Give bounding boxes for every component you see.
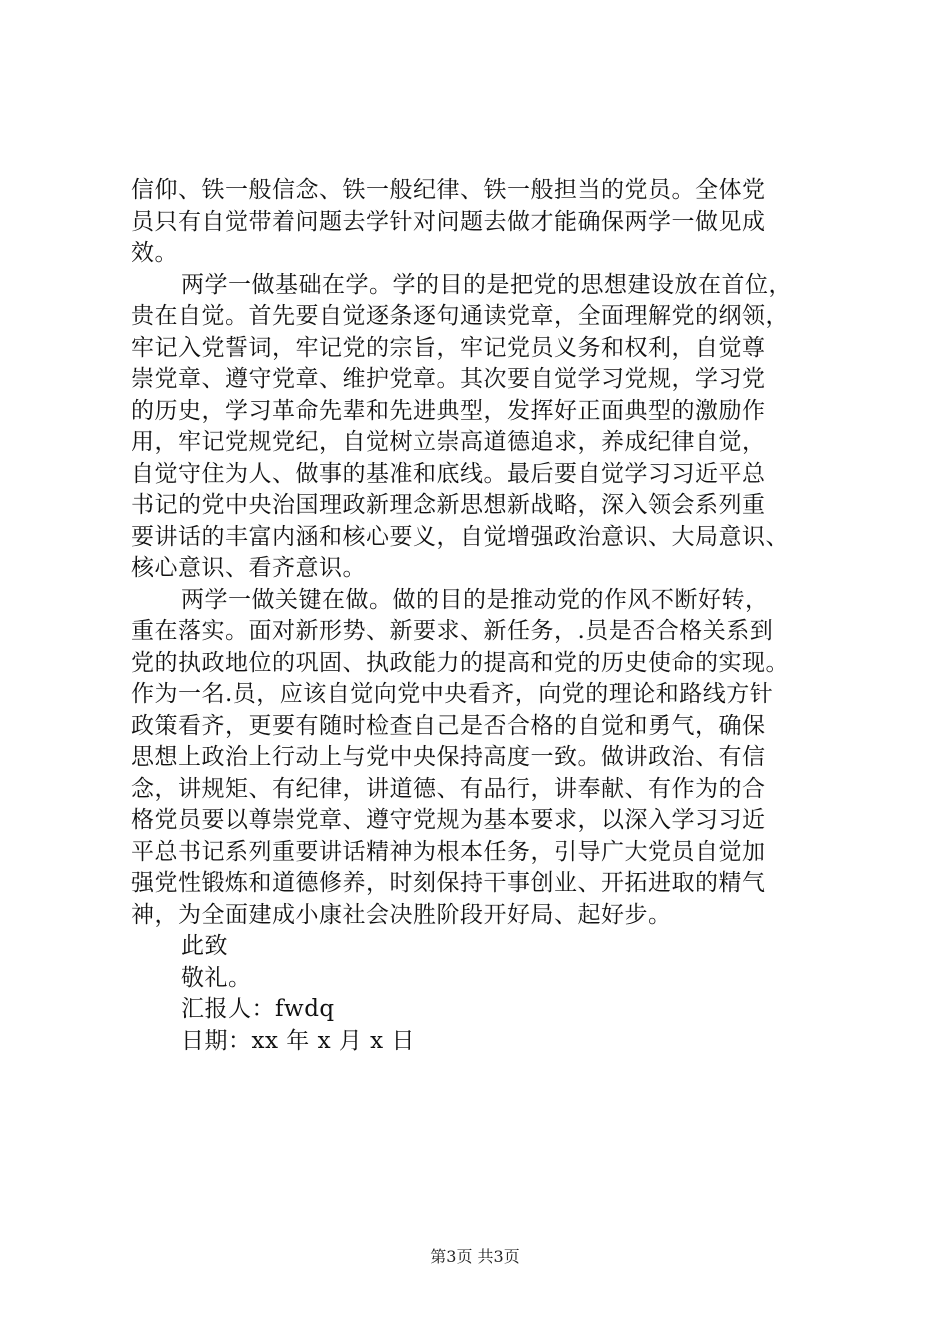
document-body: [131, 175, 831, 1057]
text-line: 念，讲规矩、有纪律，讲道德、有品行，讲奉献、有作为的合: [131, 775, 766, 802]
text-line: 党的执政地位的巩固、执政能力的提高和党的历史使命的实现。: [131, 649, 789, 676]
text-line: 牢记入党誓词，牢记党的宗旨，牢记党员义务和权利，自觉尊: [131, 334, 766, 361]
paragraph-start-line: 两学一做基础在学。学的目的是把党的思想建设放在首位，: [181, 271, 792, 298]
text-line: 格党员要以尊崇党章、遵守党规为基本要求，以深入学习习近: [131, 807, 766, 833]
closing-salutation: 此致: [181, 933, 228, 959]
text-line: 神，为全面建成小康社会决胜阶段开好局、起好步。: [131, 901, 672, 928]
text-line: 重在落实。面对新形势、新要求、新任务，.员是否合格关系到: [131, 618, 774, 644]
closing-regards: 敬礼。: [181, 964, 252, 991]
text-line: 自觉守住为人、做事的基准和底线。最后要自觉学习习近平总: [131, 460, 766, 487]
text-line: 效。: [131, 240, 178, 266]
text-line: 崇党章、遵守党章、维护党章。其次要自觉学习党规，学习党: [131, 366, 766, 392]
page-number: 第3页 共3页: [430, 1247, 520, 1266]
reporter-line: 汇报人：fwdq: [181, 996, 335, 1022]
text-line: 思想上政治上行动上与党中央保持高度一致。做讲政治、有信: [131, 744, 766, 770]
text-line: 政策看齐，更要有随时检查自己是否合格的自觉和勇气，确保: [131, 712, 766, 739]
text-line: 要讲话的丰富内涵和核心要义，自觉增强政治意识、大局意识、: [131, 523, 789, 550]
paragraph-start-line: 两学一做关键在做。做的目的是推动党的作风不断好转，: [181, 586, 769, 613]
text-line: 书记的党中央治国理政新理念新思想新战略，深入领会系列重: [131, 492, 766, 518]
text-line: 平总书记系列重要讲话精神为根本任务，引导广大党员自觉加: [131, 838, 766, 865]
text-line: 用，牢记党规党纪，自觉树立崇高道德追求，养成纪律自觉，: [131, 429, 766, 455]
text-line: 贵在自觉。首先要自觉逐条逐句通读党章，全面理解党的纲领，: [131, 303, 789, 329]
text-line: 强党性锻炼和道德修养，时刻保持干事创业、开拓进取的精气: [131, 870, 766, 896]
text-line: 核心意识、看齐意识。: [131, 555, 366, 581]
date-line: 日期：xx 年 x 月 x 日: [181, 1027, 415, 1054]
text-line: 作为一名.员，应该自觉向党中央看齐，向党的理论和路线方针: [131, 681, 774, 707]
text-line: 的历史，学习革命先辈和先进典型，发挥好正面典型的激励作: [131, 397, 766, 424]
page-footer: [0, 1244, 950, 1267]
text-line: 信仰、铁一般信念、铁一般纪律、铁一般担当的党员。全体党: [131, 177, 766, 203]
text-line: 员只有自觉带着问题去学针对问题去做才能确保两学一做见成: [131, 208, 766, 235]
